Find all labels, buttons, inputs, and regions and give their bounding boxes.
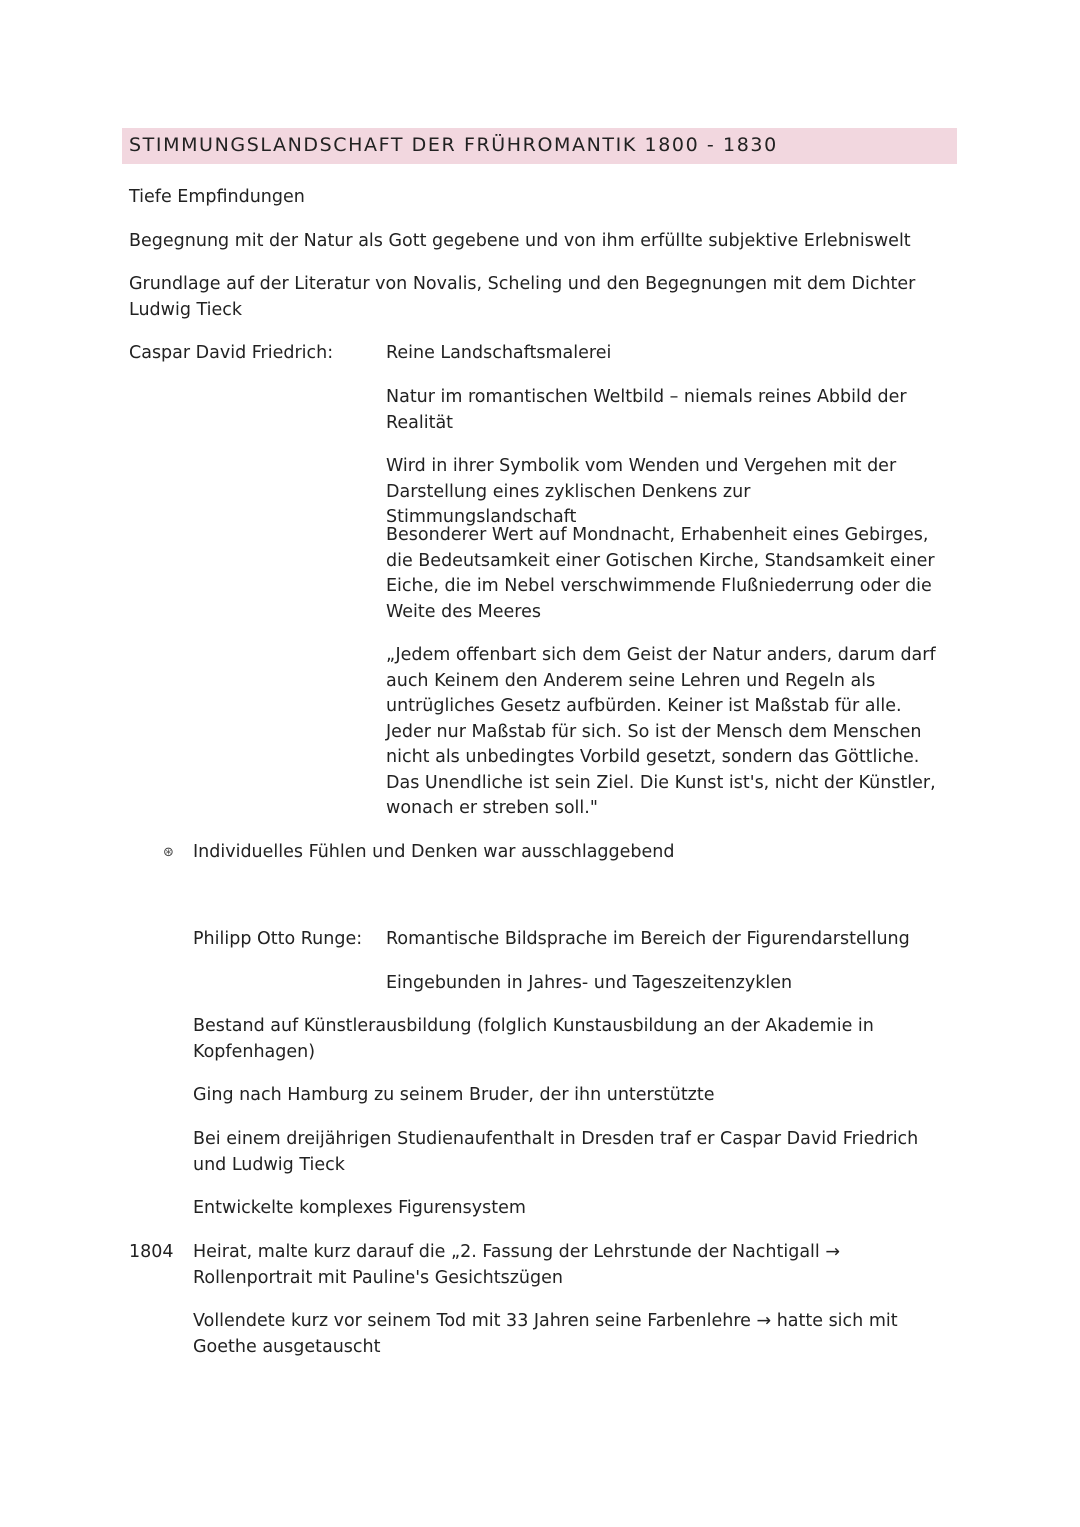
friedrich-quote: „Jedem offenbart sich dem Geist der Natur anders, darum darf auch Keinem den Anderem seine Lehren und Regeln als untrügliches Gesetz aufbürden. Keiner ist Maßstab für alle. Jeder nur Maßstab für sich. So ist der Mensch dem Menschen nicht als unbedingtes Vorbild gesetzt, sondern das Göttliche. Das Unendliche ist sein Ziel. Die Kunst ist's, nicht der Künstler, wonach er streben soll.": [386, 645, 936, 818]
friedrich-bullet-text: Individuelles Fühlen und Denken war ausschlaggebend: [193, 842, 675, 862]
page-heading: STIMMUNGSLANDSCHAFT DER FRÜHROMANTIK 1800 - 1830: [129, 134, 778, 156]
flower-bullet-icon: ⊛: [163, 845, 174, 860]
intro-line-1: Tiefe Empfindungen: [129, 187, 305, 207]
runge-fact-2: Ging nach Hamburg zu seinem Bruder, der ihn unterstützte: [193, 1085, 715, 1105]
runge-final: Vollendete kurz vor seinem Tod mit 33 Jahren seine Farbenlehre → hatte sich mit Goethe ausgetauscht: [193, 1311, 898, 1357]
runge-fact-1: Bestand auf Künstlerausbildung (folglich Kunstausbildung an der Akademie in Kopfenhagen): [193, 1016, 874, 1062]
friedrich-point-3: Wird in ihrer Symbolik vom Wenden und Vergehen mit der Darstellung eines zyklischen Denkens zur Stimmungslandschaft: [386, 456, 897, 527]
runge-fact-3: Bei einem dreijährigen Studienaufenthalt in Dresden traf er Caspar David Friedrich und Ludwig Tieck: [193, 1129, 919, 1175]
intro-line-3: Grundlage auf der Literatur von Novalis, Scheling und den Begegnungen mit dem Dichter Ludwig Tieck: [129, 274, 916, 320]
friedrich-name: Caspar David Friedrich:: [129, 343, 334, 363]
runge-year: 1804: [129, 1242, 174, 1262]
intro-line-2: Begegnung mit der Natur als Gott gegebene und von ihm erfüllte subjektive Erlebniswelt: [129, 231, 911, 251]
friedrich-point-2: Natur im romantischen Weltbild – niemals reines Abbild der Realität: [386, 387, 907, 433]
runge-year-text: Heirat, malte kurz darauf die „2. Fassung der Lehrstunde der Nachtigall → Rollenportrait mit Pauline's Gesichtszügen: [193, 1242, 841, 1288]
runge-fact-4: Entwickelte komplexes Figurensystem: [193, 1198, 526, 1218]
friedrich-point-4: Besonderer Wert auf Mondnacht, Erhabenheit eines Gebirges, die Bedeutsamkeit einer Gotischen Kirche, Standsamkeit einer Eiche, die im Nebel verschwimmende Flußniederrung oder die Weite des Meeres: [386, 525, 935, 622]
runge-name: Philipp Otto Runge:: [193, 929, 363, 949]
friedrich-point-1: Reine Landschaftsmalerei: [386, 343, 612, 363]
runge-point-2: Eingebunden in Jahres- und Tageszeitenzyklen: [386, 973, 793, 993]
runge-point-1: Romantische Bildsprache im Bereich der Figurendarstellung: [386, 929, 910, 949]
